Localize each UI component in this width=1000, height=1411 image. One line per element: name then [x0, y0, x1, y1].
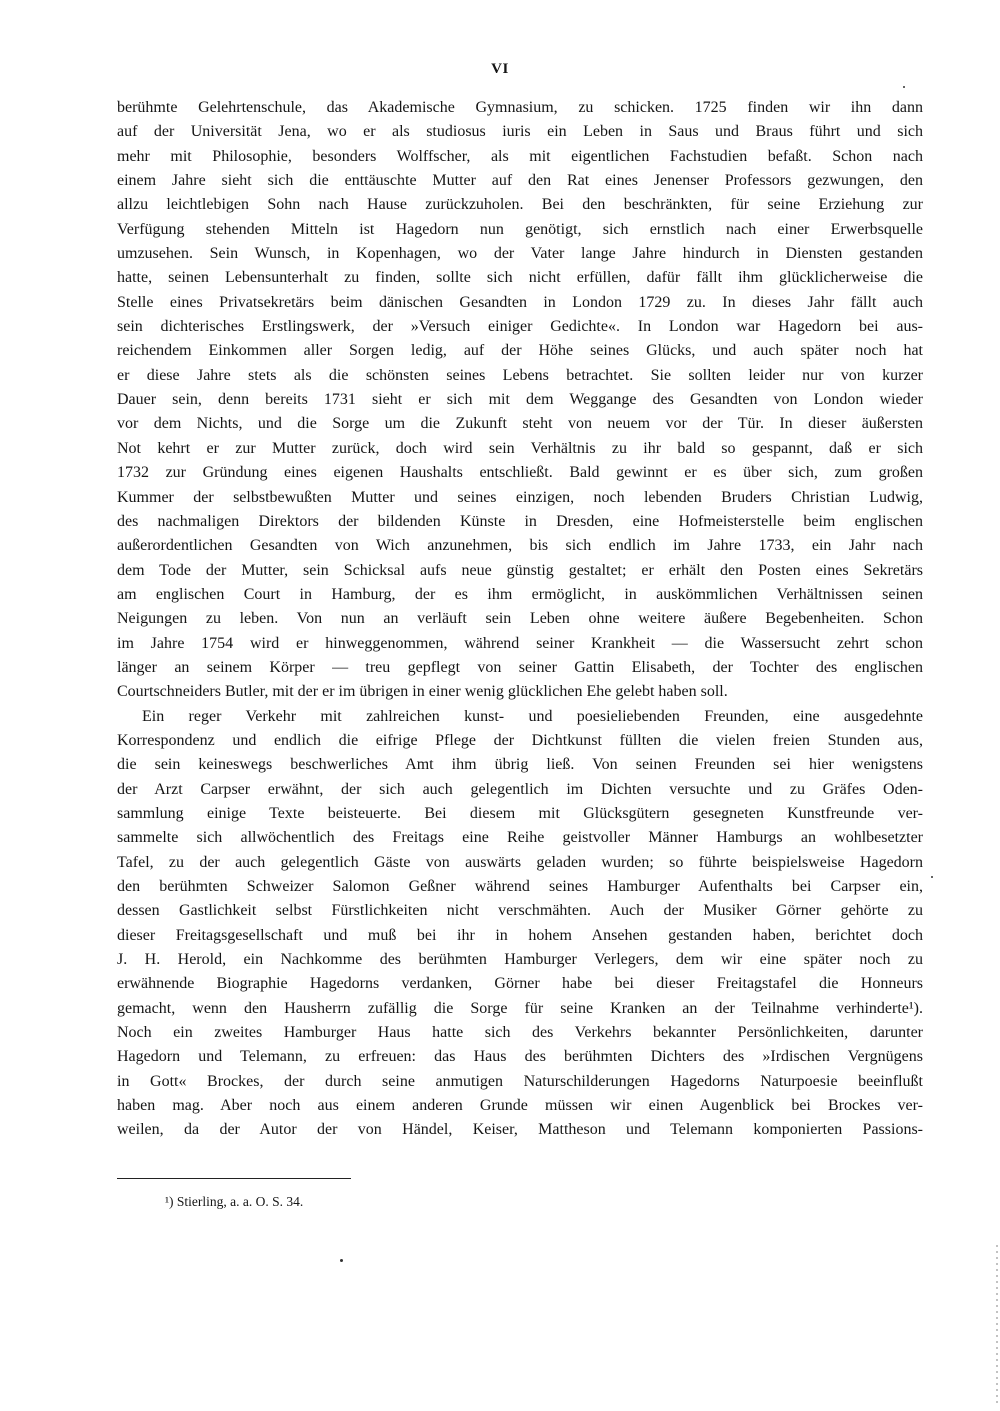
text-line: Kummer der selbstbewußten Mutter und seines einzigen, noch lebenden Bruders Christian Ludwig, [117, 488, 923, 506]
text-line: einem Jahre sieht sich die enttäuschte Mutter auf den Rat eines Jenenser Professors gezwungen, den [117, 172, 923, 190]
body-text [117, 96, 923, 1143]
text-line: Verfügung stehenden Mitteln ist Hagedorn nun genötigt, sich ernstlich nach einer Erwerbsquelle [117, 220, 923, 238]
footnote-rule [117, 1178, 351, 1179]
text-line: berühmte Gelehrtenschule, das Akademische Gymnasium, zu schicken. 1725 finden wir ihn dann [117, 99, 923, 116]
text-line: gemacht, wenn den Hausherrn zufällig die Sorge für seine Kranken an der Teilnahme verhinderte¹). [117, 999, 923, 1017]
text-line: J. H. Herold, ein Nachkomme des berühmten Hamburger Verlegers, dem wir eine später noch zu [117, 951, 923, 969]
text-line: außerordentlichen Gesandten von Wich anzunehmen, bis sich endlich im Jahre 1733, ein Jahr nach [117, 537, 923, 555]
text-line: am englischen Court in Hamburg, der es ihm ermöglicht, in auskömmlichen Verhältnissen seinen [117, 585, 923, 603]
text-line: mehr mit Philosophie, besonders Wolffscher, als mit eigentlichen Fachstudien befaßt. Schon nach [117, 147, 923, 165]
text-line: den berühmten Schweizer Salomon Geßner während seines Hamburger Aufenthalts bei Carpser ein, [117, 878, 923, 895]
text-line: sein dichterisches Erstlingswerk, der »Versuch einiger Gedichte«. In London war Hagedorn bei aus- [117, 318, 923, 336]
text-line: in Gott« Brockes, der durch seine anmutigen Naturschilderungen Hagedorns Naturpoesie beeinflußt [117, 1072, 923, 1090]
text-line: sammlung einige Texte beisteuerte. Bei diesem mit Glücksgütern gesegneten Kunstfreunde ver- [117, 804, 923, 822]
text-line: weilen, da der Autor der von Händel, Keiser, Mattheson und Telemann komponierten Passions- [117, 1121, 923, 1139]
text-line: Stelle eines Privatsekretärs beim dänischen Gesandten in London 1729 zu. In dieses Jahr fällt auch [117, 293, 923, 311]
text-line: allzu leichtlebigen Sohn nach Hause zurückzuholen. Bei den beschränkten, für seine Erziehung zur [117, 196, 923, 214]
text-line: Not kehrt er zur Mutter zurück, doch wird sein Verhältnis zu ihr bald so gespannt, daß er sich [117, 439, 923, 457]
text-line: Courtschneiders Butler, mit der er im übrigen in einer wenig glücklichen Ehe gelebt haben soll. [117, 683, 728, 701]
text-line: erwähnende Biographie Hagedorns verdanken, Görner habe bei dieser Freitagstafel die Honneurs [117, 975, 923, 993]
text-line: die sein keineswegs beschwerliches Amt ihm übrig ließ. Von seinen Freunden sei hier wenigstens [117, 756, 923, 774]
text-line: sammelte sich allwöchentlich des Freitags eine Reihe geistvoller Männer Hamburgs an wohlbesetzter [117, 829, 923, 847]
text-line: Neigungen zu leben. Von nun an verläuft sein Leben ohne weitere äußere Begebenheiten. Schon [117, 610, 923, 628]
text-line: auf der Universität Jena, wo er als studiosus iuris ein Leben in Saus und Braus führt und sich [117, 123, 923, 141]
text-line: Noch ein zweites Hamburger Haus hatte sich des Verkehrs bekannter Persönlichkeiten, darunter [117, 1024, 923, 1042]
text-line: Dauer sein, denn bereits 1731 sieht er sich mit dem Weggange des Gesandten von London wieder [117, 391, 923, 409]
text-line: vor dem Nichts, und die Sorge um die Zukunft steht von neuem vor der Tür. In dieser äußersten [117, 415, 923, 433]
text-line: dem Tode der Mutter, sein Schicksal aufs neue günstig gestaltet; er erhält den Posten eines Sekretärs [117, 561, 923, 579]
text-line: der Arzt Carpser erwähnt, der sich auch gelegentlich im Dichten versuchte und zu Gräfes Oden- [117, 780, 923, 798]
page-number: VI [491, 61, 509, 77]
text-line: er diese Jahre stets als die schönsten seines Lebens betrachtet. Sie sollten leider nur von kurzer [117, 366, 923, 384]
text-line: 1732 zur Gründung eines eigenen Haushalts entschließt. Bald gewinnt er es über sich, zum großen [117, 464, 923, 482]
text-line: länger an seinem Körper — treu gepflegt von seiner Gattin Elisabeth, der Tochter des englischen [117, 658, 923, 676]
text-line: im Jahre 1754 wird er hinweggenommen, während seiner Krankheit — die Wassersucht zehrt schon [117, 634, 923, 652]
text-line: reichendem Einkommen aller Sorgen ledig, auf der Höhe seines Glücks, und auch später noch hat [117, 342, 923, 360]
speck-2 [931, 876, 933, 878]
text-line: Hagedorn und Telemann, zu erfreuen: das Haus des berühmten Dichters des »Irdischen Vergnügens [117, 1048, 923, 1066]
footnote: ¹) Stierling, a. a. O. S. 34. [165, 1194, 304, 1209]
text-line: umzusehen. Sein Wunsch, in Kopenhagen, wo der Vater lange Jahre hindurch in Diensten gestanden [117, 245, 923, 263]
text-line: hatte, seinen Lebensunterhalt zu finden, sollte sich nicht erfüllen, dafür fällt ihm glücklicherweise die [117, 269, 923, 287]
text-line: dessen Gastlichkeit selbst Fürstlichkeiten nicht verschmähten. Auch der Musiker Görner gehörte zu [117, 902, 923, 920]
text-line: des nachmaligen Direktors der bildenden Künste in Dresden, eine Hofmeisterstelle beim englischen [117, 512, 923, 530]
edge-marks [996, 1245, 998, 1405]
text-line: haben mag. Aber noch aus einem anderen Grunde müssen wir einen Augenblick bei Brockes ver- [117, 1097, 923, 1115]
text-line: Korrespondenz und endlich die eifrige Pflege der Dichtkunst füllten die vielen freien Stunden aus, [117, 731, 923, 749]
speck-3 [340, 1259, 343, 1262]
speck-1 [903, 86, 905, 88]
text-line: dieser Freitagsgesellschaft und muß bei ihr in hohem Ansehen gestanden haben, berichtet doch [117, 926, 923, 944]
text-line: Ein reger Verkehr mit zahlreichen kunst- und poesieliebenden Freunden, eine ausgedehnte [142, 707, 923, 725]
text-line: Tafel, zu der auch gelegentlich Gäste von auswärts geladen wurden; so führte beispielsweise Hagedorn [117, 853, 923, 871]
